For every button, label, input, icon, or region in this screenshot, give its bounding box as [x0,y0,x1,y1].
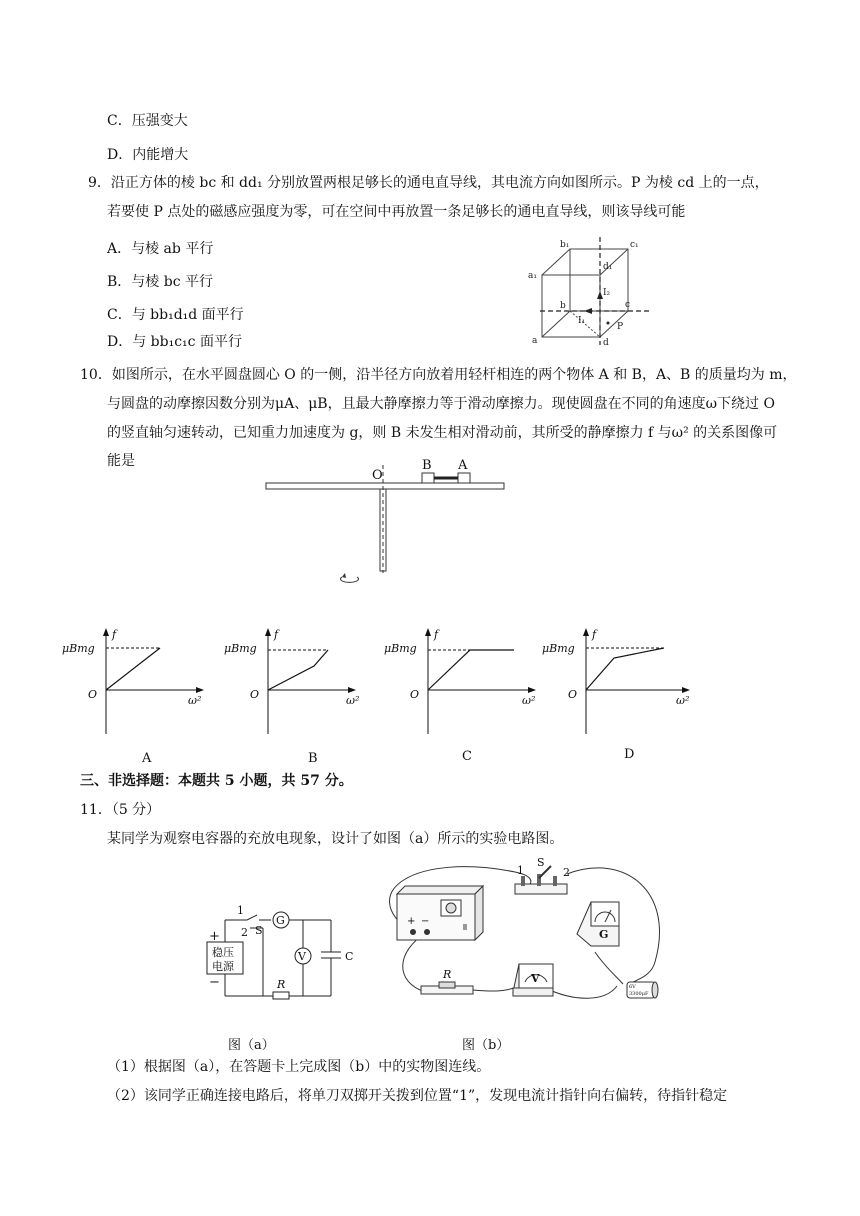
section-3-heading: 三、非选择题：本题共 5 小题，共 57 分。 [80,773,353,789]
fig-a-source-line2: 电源 [212,960,234,973]
fig-b-cap-capacity: 3300μF [629,991,649,997]
graph-d-name: D [624,747,635,762]
fig-b-source-minus: − [421,916,430,927]
q10-stem-line3: 的竖直轴匀速转动，已知重力加速度为 g，则 B 未发生相对滑动前，其所受的静摩擦力 f 与ω² 的关系图像可 [107,425,778,441]
q11-intro: 某同学为观察电容器的充放电现象，设计了如图（a）所示的实验电路图。 [107,831,564,847]
graph-c-ylabel: μBmg [384,642,417,655]
fig-a-plus: + [209,929,220,944]
q10-graph-c [382,626,542,766]
cube-label-p: P [617,322,624,332]
fig-b-cap-voltage: 6V [629,984,636,990]
graph-a-origin: O [88,688,98,701]
q8-option-c: C．压强变大 [107,113,188,129]
fig-b-source-plus: + [407,916,416,927]
graph-d-ylabel: μBmg [542,642,575,655]
cube-label-d1: d₁ [603,262,613,272]
disk-label-o: O [372,468,383,483]
graph-b-name: B [308,751,318,766]
q9-stem-line1: 9．沿正方体的棱 bc 和 dd₁ 分别放置两根足够长的通电直导线，其电流方向如图所示。P 为棱 cd 上的一点， [88,175,769,191]
graph-d-f: f [592,628,597,641]
fig-a-g: G [276,914,285,927]
fig-b-v: V [531,972,540,985]
q11-part-1: （1）根据图（a），在答题卡上完成图（b）中的实物图连线。 [107,1059,491,1075]
fig-a-switch-s: S [255,924,263,937]
graph-a-ylabel: μBmg [62,642,95,655]
q10-graph-d [540,626,700,766]
fig-a-node-1: 1 [237,904,244,917]
fig-b-node-2: 2 [563,866,570,879]
fig-a-source-line1: 稳压 [212,946,234,959]
graph-c-origin: O [410,688,420,701]
q11-figure-b-apparatus [355,852,675,1032]
cube-label-b1: b₁ [560,240,570,250]
graph-b-origin: O [250,688,260,701]
graph-c-name: C [462,749,472,764]
graph-b-x: ω² [346,694,360,707]
q11-part-2: （2）该同学正确连接电路后，将单刀双掷开关拨到位置“1”，发现电流计指针向右偏转，待指针稳定 [107,1088,728,1104]
fig-a-v: V [298,950,306,963]
cube-label-b: b [560,301,566,311]
q9-option-d: D．与 bb₁c₁c 面平行 [107,334,242,350]
graph-c-f: f [434,628,439,641]
cube-label-a1: a₁ [528,271,537,281]
graph-d-origin: O [568,688,578,701]
q11-heading: 11．（5 分） [80,802,161,818]
q9-option-b: B．与棱 bc 平行 [107,274,213,290]
fig-b-r: R [443,968,452,981]
q10-graph-a [60,626,210,766]
cube-label-i1: I₁ [578,316,586,326]
q10-graph-b [222,626,372,766]
cube-label-d: d [603,338,609,348]
q9-stem-line2: 若要使 P 点处的磁感应强度为零，可在空间中再放置一条足够长的通电直导线，则该导线可能 [107,204,686,220]
graph-c-x: ω² [522,694,536,707]
fig-b-caption: 图（b） [462,1038,510,1053]
graph-b-ylabel: μBmg [224,642,257,655]
graph-b-f: f [274,628,279,641]
graph-a-f: f [112,628,117,641]
cube-label-i2: I₂ [603,288,611,298]
q10-stem-line4: 能是 [107,453,135,469]
q9-cube-figure [520,235,660,348]
fig-a-c: C [345,950,354,963]
graph-d-x: ω² [676,694,690,707]
q8-option-d: D．内能增大 [107,147,189,163]
fig-b-node-1: 1 [517,864,524,877]
q10-stem-line2: 与圆盘的动摩擦因数分别为μA、μB，且最大静摩擦力等于滑动摩擦力。现使圆盘在不同的角速度ω下绕过 O [107,396,775,412]
q10-stem-line1: 10．如图所示，在水平圆盘圆心 O 的一侧，沿半径方向放着用轻杆相连的两个物体 A 和 B，A、B 的质量均为 m， [80,367,797,383]
fig-a-r: R [277,978,286,991]
fig-a-minus: − [209,975,220,990]
cube-label-c1: c₁ [630,240,639,250]
disk-label-a: A [458,458,468,473]
fig-b-switch-s: S [537,856,545,869]
cube-label-c: c [625,300,631,310]
disk-label-b: B [422,458,432,473]
graph-a-name: A [142,751,152,766]
q11-figure-a-circuit [195,900,365,1030]
fig-a-node-2: 2 [241,926,248,939]
q10-disk-figure [260,455,510,585]
cube-label-a: a [532,336,538,346]
q9-option-c: C．与 bb₁d₁d 面平行 [107,307,244,323]
graph-a-x: ω² [188,694,202,707]
q9-option-a: A．与棱 ab 平行 [107,241,214,257]
fig-a-caption: 图（a） [228,1038,275,1053]
fig-b-g: G [599,928,609,941]
